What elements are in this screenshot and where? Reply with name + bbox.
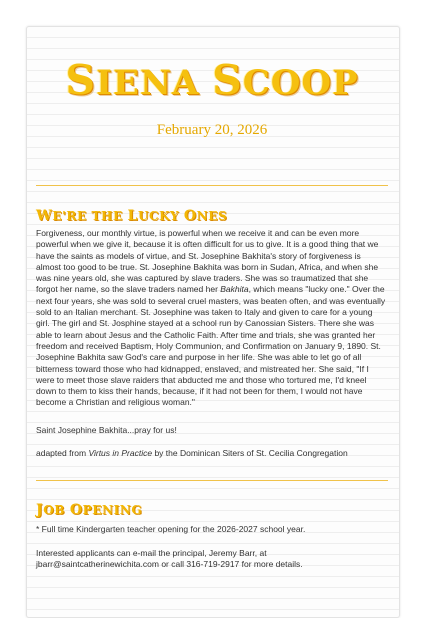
prayer-line: Saint Josephine Bakhita...pray for us! <box>36 425 177 435</box>
article-body <box>36 228 388 409</box>
newsletter-date: February 20, 2026 <box>156 122 268 138</box>
section-heading-lucky: WE'RE THE LUCKY ONES <box>36 208 228 224</box>
divider <box>36 185 388 186</box>
article-paragraph: Forgiveness, our monthly virtue, is powerful when we receive it and can be even more powerful when we give it, because it is often difficult for us to give. It is a good thing that we have the saints as models of virtue, and St. Josephine Bakhita's story of forgiveness is almost too good to be true. St. Josephine Bakhita was born in Sudan, Africa, and when she was nine years old, she was captured by slave traders. She was so traumatized that she forgot her name, so the slave traders named her Bakhita, which means "lucky one." Over the next four years, she was sold to several cruel masters, was beaten often, and was eventually sold to an Italian merchant. St. Josephine was taken to Italy and given to care for a young girl. The girl and St. Josphine stayed at a school run by Canossian Sisters. There she was able to learn about Jesus and the Catholic Faith. After time and trials, she was granted her freedom and received Baptism, Holy Communion, and Confirmation on January 9, 1890. St. Josephine Bakhita saw God's care and purpose in her life. She was able to let go of all bitterness toward those who had kidnapped, enslaved, and mistreated her. She said, "If I were to meet those slave raiders that abducted me and those who tortured me, I'd kneel down to them to kiss their hands, because, if it had not been for them, I would not have become a Christian and religious woman." <box>36 228 386 408</box>
divider <box>36 480 388 481</box>
job-detail: * Full time Kindergarten teacher opening for the 2026-2027 school year. <box>36 524 306 534</box>
newsletter-title: SIENA SCOOP <box>65 56 359 104</box>
section-heading-job: JOB OPENING <box>36 502 143 518</box>
job-contact: Interested applicants can e-mail the principal, Jeremy Barr, at jbarr@saintcatherinewichita.com or call 316-719-2917 for more details. <box>36 548 303 570</box>
article-credit: adapted from Virtus in Practice by the Dominican Siters of St. Cecilia Congregation <box>36 448 348 458</box>
